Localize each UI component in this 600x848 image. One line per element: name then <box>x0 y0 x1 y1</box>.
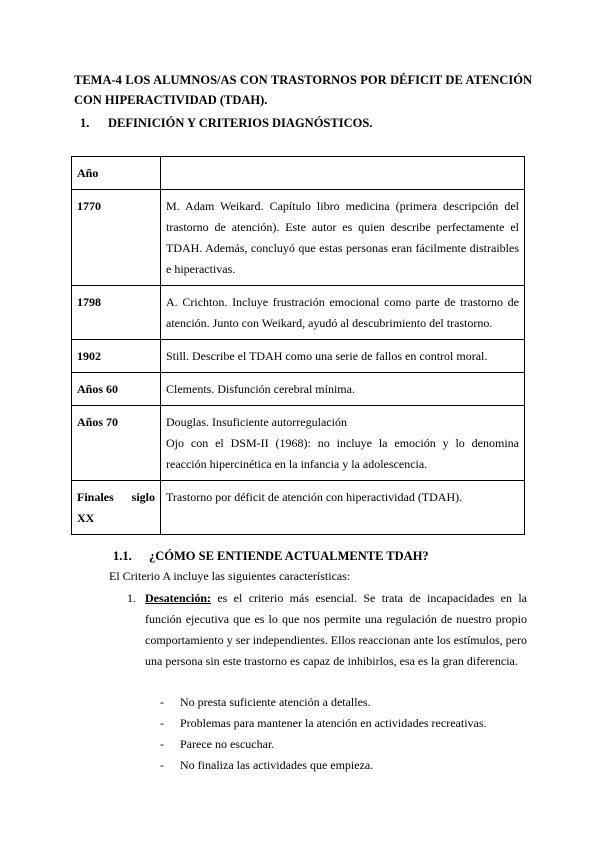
history-table <box>71 156 525 535</box>
table-row <box>72 406 525 481</box>
header-description <box>161 157 525 190</box>
list-item-text: No finaliza las actividades que empieza. <box>180 758 374 772</box>
row-description: Clements. Disfunción cerebral mínima. <box>161 373 525 406</box>
table-row <box>72 190 525 286</box>
row-description <box>161 406 525 481</box>
dash-marker: - <box>160 737 164 751</box>
list-item <box>160 755 487 776</box>
table-header-row <box>72 157 525 190</box>
row-description-line: Ojo con el DSM-II (1968): no incluye la emoción y lo denomina reacción hipercinética en la infancia y la adolescencia. <box>166 436 519 471</box>
criterion-item <box>127 588 527 672</box>
section-1-1-title: ¿CÓMO SE ENTIENDE ACTUALMENTE TDAH? <box>149 549 429 563</box>
row-year-line: XX <box>77 511 95 525</box>
section-1-1-number: 1.1. <box>113 549 132 563</box>
list-item <box>160 692 487 713</box>
row-year: 1770 <box>72 190 161 286</box>
section-1-title: DEFINICIÓN Y CRITERIOS DIAGNÓSTICOS. <box>108 116 373 130</box>
list-item-text: Parece no escuchar. <box>180 737 275 751</box>
table-row <box>72 373 525 406</box>
dash-marker: - <box>160 758 164 772</box>
row-description: A. Crichton. Incluye frustración emocional como parte de trastorno de atención. Junto con Weikard, ayudó al descubrimiento del trastorno. <box>161 286 525 340</box>
table-row <box>72 481 525 535</box>
row-description: Trastorno por déficit de atención con hiperactividad (TDAH). <box>161 481 525 535</box>
row-description-line: Douglas. Insuficiente autorregulación <box>166 415 347 429</box>
header-year: Año <box>72 157 161 190</box>
dash-marker: - <box>160 695 164 709</box>
criterion-body <box>145 588 527 672</box>
section-1-1-heading <box>113 546 429 566</box>
table-row <box>72 286 525 340</box>
row-year: Años 70 <box>72 406 161 481</box>
list-item-text: Problemas para mantener la atención en actividades recreativas. <box>180 716 487 730</box>
section-1-number: 1. <box>80 116 90 130</box>
document-title: TEMA-4 LOS ALUMNOS/AS CON TRASTORNOS POR DÉFICIT DE ATENCIÓN CON HIPERACTIVIDAD (TDAH). <box>74 73 532 107</box>
list-item-text: No presta suficiente atención a detalles. <box>180 695 371 709</box>
row-year: Años 60 <box>72 373 161 406</box>
row-year: 1798 <box>72 286 161 340</box>
row-description: Still. Describe el TDAH como una serie de fallos en control moral. <box>161 340 525 373</box>
criterion-label: Desatención: <box>145 591 211 605</box>
symptom-list <box>160 692 487 776</box>
row-year <box>72 481 161 535</box>
row-year-line: Finales siglo <box>77 490 155 504</box>
section-1-heading <box>80 113 372 133</box>
table-row <box>72 340 525 373</box>
criterion-number: 1. <box>127 591 136 605</box>
list-item <box>160 734 487 755</box>
criterion-intro: El Criterio A incluye las siguientes características: <box>109 569 351 583</box>
row-description: M. Adam Weikard. Capítulo libro medicina (primera descripción del trastorno de atención). Este autor es quien describe perfectamente el TDAH. Además, concluyó que estas personas eran fácilmente distraibles e hiperactivas. <box>161 190 525 286</box>
criterion-text: es el criterio más esencial. Se trata de incapacidades en la función ejecutiva que es lo que nos permite una regulación de nuestro propio comportamiento y ser independientes. Ellos reaccionan ante los estímulos, pero una persona sin este trastorno es capaz de inhibirlos, esa es la gran diferencia. <box>145 591 527 668</box>
dash-marker: - <box>160 716 164 730</box>
list-item <box>160 713 487 734</box>
row-year: 1902 <box>72 340 161 373</box>
